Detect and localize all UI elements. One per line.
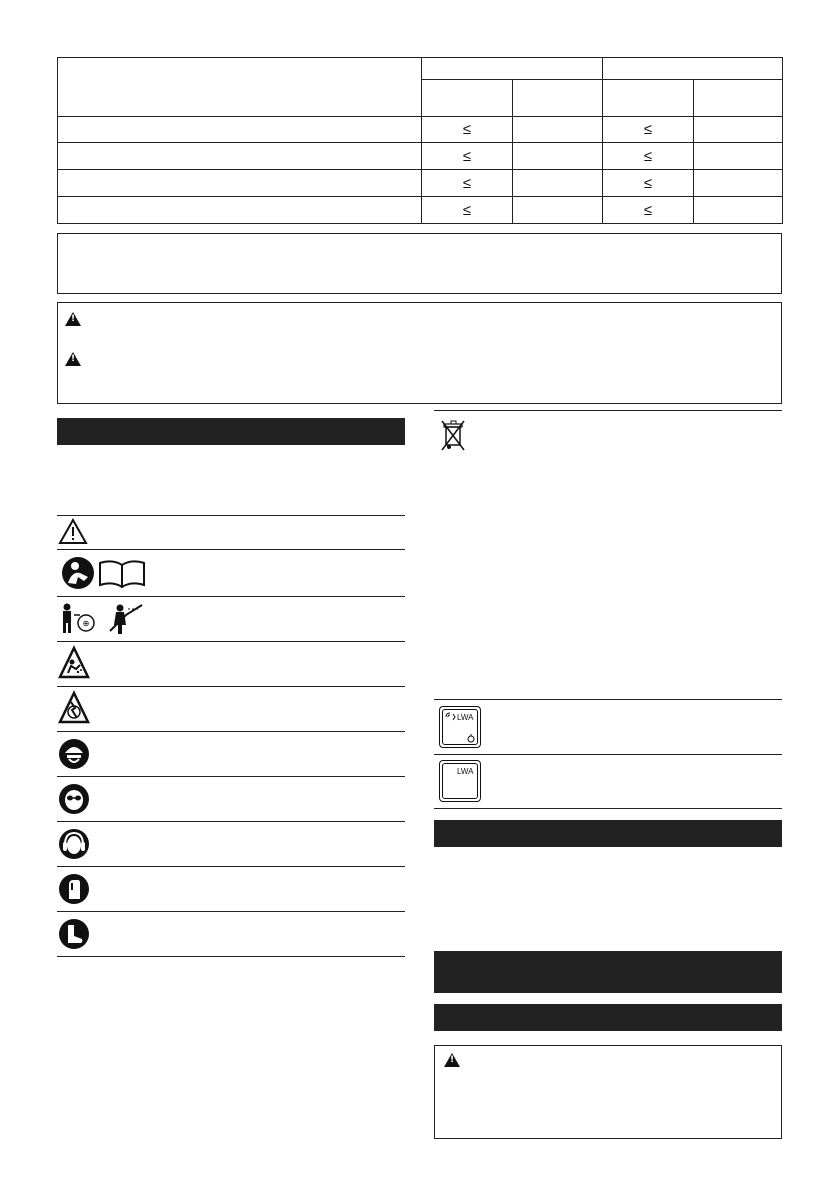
svg-text:⊕: ⊕ [82, 619, 90, 628]
leq-symbol: ≤ [422, 197, 513, 224]
divider [57, 866, 405, 867]
table-row [58, 170, 783, 197]
table-header-cell [513, 80, 603, 117]
crossed-bin-icon [440, 419, 466, 453]
lwa-text: LWA [457, 767, 474, 776]
divider [57, 549, 405, 550]
table-row [58, 143, 783, 170]
divider [434, 754, 782, 755]
leq-symbol: ≤ [422, 143, 513, 170]
table-header-cell [694, 80, 783, 117]
warning-triangle-icon [65, 312, 81, 326]
table-header-cell [603, 80, 694, 117]
divider [57, 956, 405, 957]
divider [57, 911, 405, 912]
divider [434, 699, 782, 700]
leq-symbol: ≤ [422, 170, 513, 197]
lwa-label-icon [439, 706, 481, 748]
warning-box [434, 1045, 782, 1139]
leq-symbol: ≤ [603, 197, 694, 224]
table-row [58, 197, 783, 224]
read-manual-icon [58, 553, 148, 593]
leq-symbol: ≤ [603, 170, 694, 197]
gloves-icon [58, 873, 90, 905]
lwa-text: LWA [457, 713, 474, 722]
divider [434, 808, 782, 809]
table-header-cell [58, 58, 422, 117]
section-heading-bar [434, 820, 782, 847]
warning-triangle-icon [65, 352, 81, 366]
divider [434, 410, 782, 411]
keep-bystanders-away-icon [58, 601, 148, 637]
section-heading-bar [434, 1004, 782, 1031]
thrown-objects-icon [58, 645, 90, 683]
eye-protection-icon [58, 783, 90, 815]
kickback-icon [58, 690, 90, 728]
divider [57, 821, 405, 822]
divider [57, 686, 405, 687]
section-heading-bar [434, 951, 782, 993]
warning-triangle-icon [444, 1053, 460, 1067]
leq-symbol: ≤ [603, 143, 694, 170]
divider [57, 731, 405, 732]
lwa-label-icon [439, 760, 481, 802]
section-heading-bar [57, 418, 405, 445]
specification-table [57, 57, 783, 224]
table-header-cell [422, 58, 603, 80]
divider [57, 776, 405, 777]
table-row [58, 117, 783, 143]
leq-symbol: ≤ [422, 117, 513, 143]
divider [57, 641, 405, 642]
table-header-cell [422, 80, 513, 117]
note-box [57, 233, 782, 294]
table-header-cell [603, 58, 783, 80]
divider [57, 515, 405, 516]
ear-protection-icon [58, 828, 90, 860]
divider [57, 596, 405, 597]
safety-boots-icon [58, 918, 90, 950]
leq-symbol: ≤ [603, 117, 694, 143]
wear-helmet-icon [58, 738, 90, 770]
warning-box [57, 302, 782, 404]
warning-triangle-icon [58, 518, 88, 545]
